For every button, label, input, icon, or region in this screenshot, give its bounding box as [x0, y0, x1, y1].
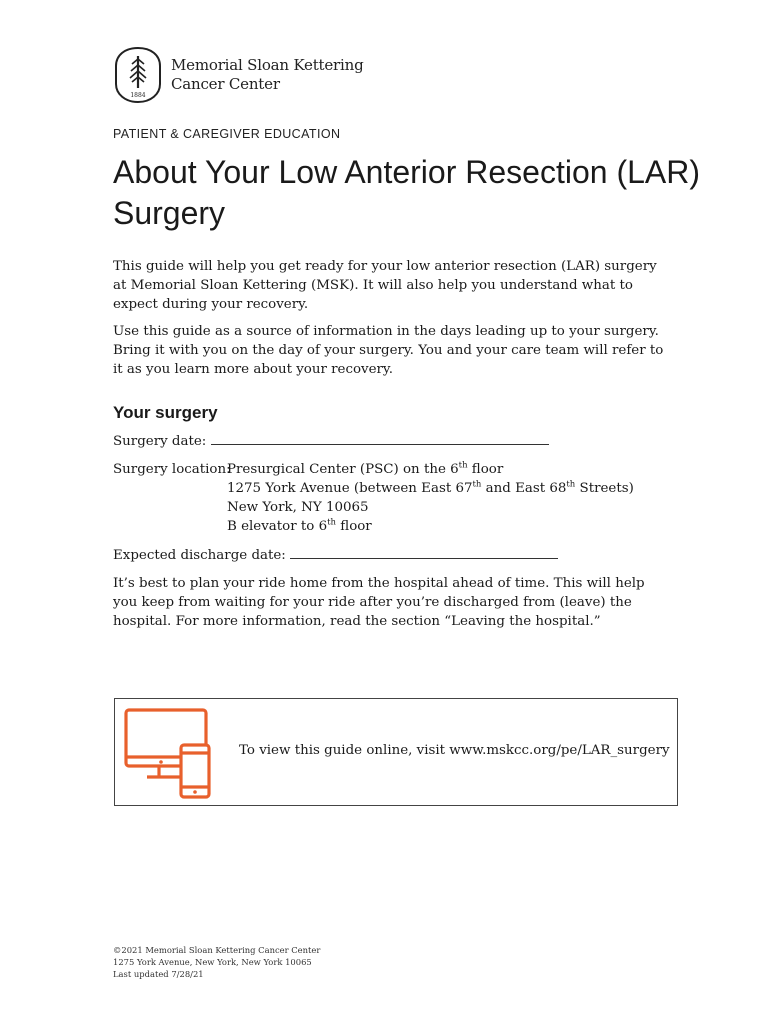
footer: [113, 944, 320, 980]
discharge-date-field[interactable]: [290, 546, 558, 559]
discharge-date-label: Expected discharge date:: [113, 548, 286, 563]
msk-seal-icon: [113, 46, 163, 104]
location-line-4: B elevator to 6th floor: [227, 517, 372, 534]
intro-paragraph-1: This guide will help you get ready for your low anterior resection (LAR) surgery at Memorial Sloan Kettering (MSK). It will also help you understand what to expect during your recovery.: [113, 259, 657, 312]
org-name-line2: Cancer Center: [171, 75, 280, 93]
ride-home-note: It’s best to plan your ride home from the hospital ahead of time. This will help you keep from waiting for your ride after you’re discharged from (leave) the hospital. For more information, read the section “Leaving the hospital.”: [113, 576, 645, 629]
online-guide-link-text[interactable]: To view this guide online, visit www.mskcc.org/pe/LAR_surgery: [239, 743, 670, 758]
location-line-2: 1275 York Avenue (between East 67th and East 68th Streets): [227, 479, 634, 496]
surgery-location-label: Surgery location:: [113, 462, 231, 477]
msk-logo: [113, 46, 364, 104]
surgery-date-field[interactable]: [211, 432, 549, 445]
surgery-location-address: [227, 460, 634, 536]
section-heading-your-surgery: Your surgery: [113, 403, 218, 422]
org-name-line1: Memorial Sloan Kettering: [171, 56, 364, 74]
eyebrow-label: PATIENT & CAREGIVER EDUCATION: [113, 127, 341, 141]
surgery-date-row: [113, 432, 549, 451]
online-guide-callout: [114, 698, 678, 806]
page-title: About Your Low Anterior Resection (LAR) Surgery: [113, 154, 700, 231]
surgery-date-label: Surgery date:: [113, 434, 207, 449]
footer-last-updated: Last updated 7/28/21: [113, 969, 204, 979]
footer-address: 1275 York Avenue, New York, New York 10065: [113, 957, 312, 967]
location-line-1: Presurgical Center (PSC) on the 6th floor: [227, 460, 504, 477]
discharge-date-row: [113, 546, 558, 565]
intro-paragraph-2: Use this guide as a source of information in the days leading up to your surgery. Bring it with you on the day of your surgery. You and your care team will refer to it as you learn more about your recovery.: [113, 324, 664, 377]
svg-text:1884: 1884: [130, 92, 146, 99]
footer-copyright: ©2021 Memorial Sloan Kettering Cancer Center: [113, 945, 321, 955]
location-line-3: New York, NY 10065: [227, 500, 369, 515]
computer-and-phone-icon: [123, 707, 215, 799]
